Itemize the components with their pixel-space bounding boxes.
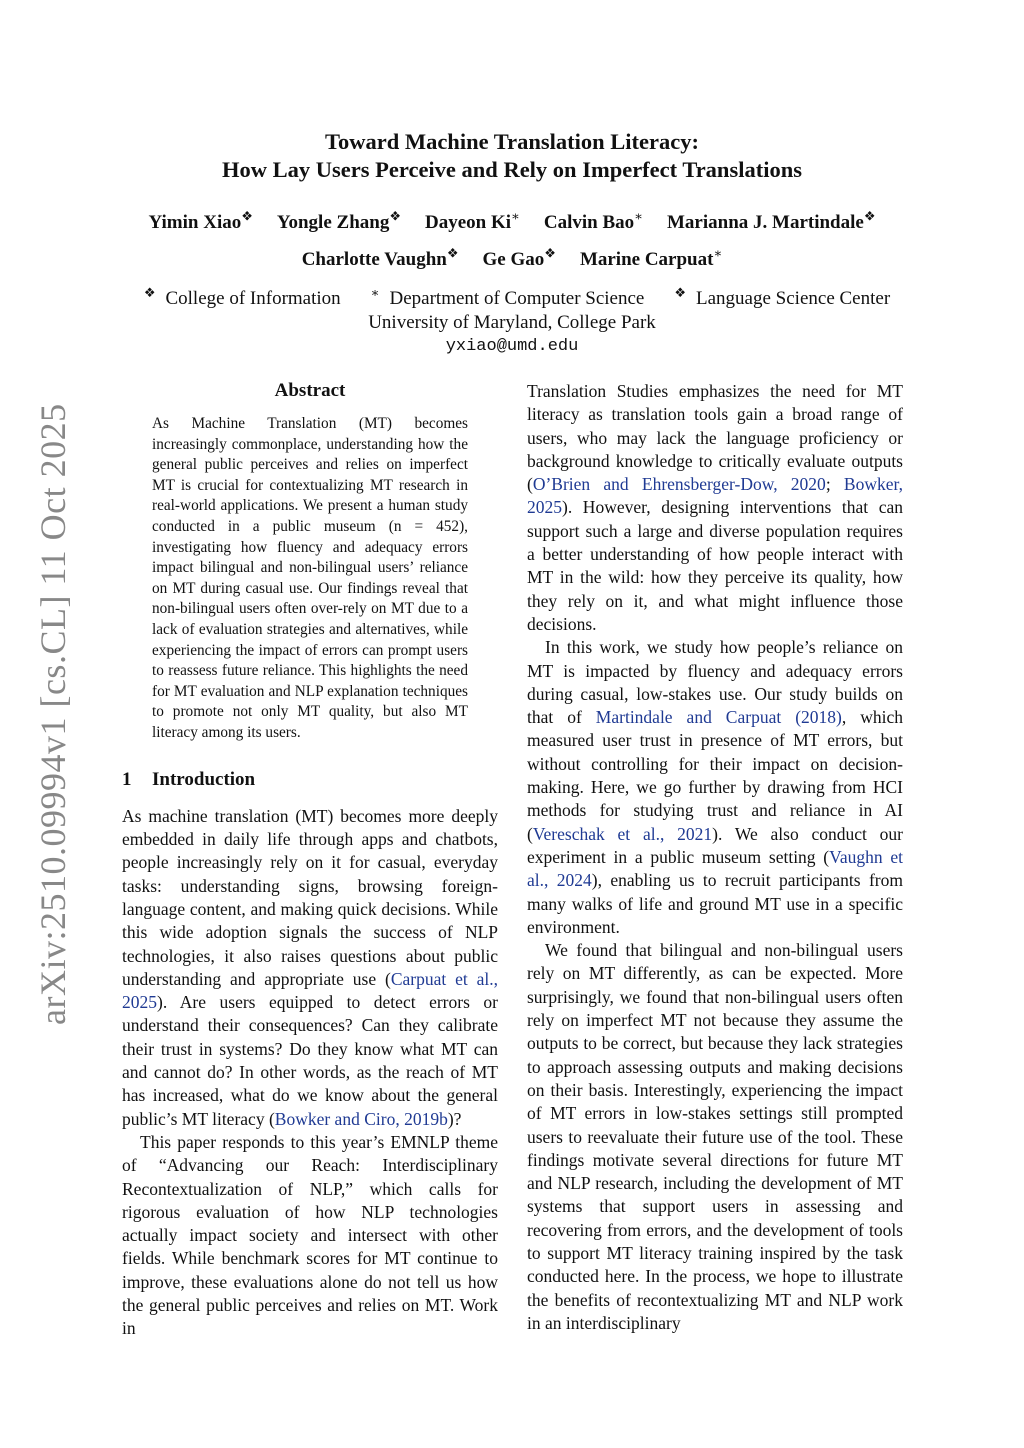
affiliation-mark: ❖ xyxy=(143,284,156,300)
arxiv-identifier: arXiv:2510.09994v1 [cs.CL] 11 Oct 2025 xyxy=(33,403,73,1025)
author-line-2 xyxy=(0,238,1024,274)
citation-link[interactable]: Carpuat et al., 2025 xyxy=(122,968,498,1013)
citation-link[interactable]: Bowker, 2025 xyxy=(527,474,903,518)
abstract-text: As Machine Translation (MT) becomes increasingly commonplace, understanding how the general public perceives and relies on imperfect MT is crucial for contextualizing MT research in real-world applications. We present a human study conducted in a public museum (n = 452), investigating how fluency and adequacy errors impact bilingual and non-bilingual users’ reliance on MT during casual use. Our findings reveal that non-bilingual users often over-rely on MT due to a lack of evaluation strategies and alternatives, while experiencing the impact of errors can prompt users to reassess future reliance. This highlights the need for MT evaluation and NLP explanation techniques to promote not only MT quality, but also MT literacy among its users. xyxy=(152,415,468,741)
citation-link[interactable]: O’Brien and Ehrensberger-Dow, 2020 xyxy=(532,474,826,495)
affiliation-name: ∗ Department of Computer Science xyxy=(370,284,645,309)
paper-title: Toward Machine Translation Literacy: How Lay Users Perceive and Rely on Imperfect Translations xyxy=(222,129,802,182)
affiliations xyxy=(0,281,1024,311)
intro-paragraph-1 xyxy=(122,805,498,1131)
affiliation-mark: ∗ xyxy=(511,209,520,224)
affiliation-mark: ❖ xyxy=(863,209,876,224)
intro-paragraph-2 xyxy=(122,1131,498,1341)
body-text: ), enabling us to recruit participants from many walks of life and ground MT use in a specific environment. xyxy=(527,870,903,937)
body-text: ). Are users equipped to detect errors or understand their consequences? Can they calibrate their trust in systems? Do they know what MT can and cannot do? In other words, as the reach of MT has increased, what do we know about the general public’s MT literacy ( xyxy=(122,992,498,1129)
section-title: Introduction xyxy=(152,768,256,790)
author-name: Marine Carpuat∗ xyxy=(579,245,723,270)
intro-paragraph-5 xyxy=(527,939,903,1335)
author-name: Yimin Xiao❖ xyxy=(148,209,253,234)
affiliation-mark: ∗ xyxy=(370,284,380,300)
author-name: Calvin Bao∗ xyxy=(543,209,643,234)
affiliation-name: ❖ College of Information xyxy=(143,284,341,309)
body-text: Translation Studies emphasizes the need for MT literacy as translation tools gain a broad range of users, who may lack the language proficiency or background knowledge to critically evaluate outputs ( xyxy=(527,381,903,495)
author-name: Ge Gao❖ xyxy=(482,245,556,270)
university: University of Maryland, College Park xyxy=(368,311,656,333)
affiliation-mark: ❖ xyxy=(241,209,253,224)
author-line-1 xyxy=(0,202,1024,238)
section-number: 1 xyxy=(122,768,132,790)
affiliation-mark: ∗ xyxy=(713,245,723,261)
citation-link[interactable]: Martindale and Carpuat (2018) xyxy=(595,707,842,728)
right-column xyxy=(527,380,903,1335)
citation-link[interactable]: Bowker and Ciro, 2019b xyxy=(274,1108,448,1129)
affiliation-mark: ❖ xyxy=(544,245,556,261)
intro-paragraph-3 xyxy=(527,380,903,636)
body-text: , which measured user trust in presence of MT errors, but without controlling for their impact on decision-making. Here, we go further by drawing from HCI methods for studying trust and reliance in AI ( xyxy=(527,707,903,844)
author-name: Marianna J. Martindale❖ xyxy=(666,209,876,234)
section-heading xyxy=(122,768,498,791)
author-name: Charlotte Vaughn❖ xyxy=(301,245,459,270)
abstract-heading: Abstract xyxy=(274,380,346,401)
citation-link[interactable]: Vereschak et al., 2021 xyxy=(532,823,713,844)
affiliation-mark: ∗ xyxy=(634,209,643,224)
contact-email[interactable]: yxiao@umd.edu xyxy=(445,336,579,356)
citation-link[interactable]: Vaughn et al., 2024 xyxy=(527,846,903,891)
author-list xyxy=(0,202,1024,275)
body-text: This paper responds to this year’s EMNLP theme of “Advancing our Reach: Interdisciplinary Recontextualization of NLP,” which calls for rigorous evaluation of how NLP technologies actually impact society and intersect with other fields. While benchmark scores for MT continue to improve, these evaluations alone do not tell us how the general public perceives and relies on MT. Work in xyxy=(122,1131,498,1339)
body-text: In this work, we study how people’s reliance on MT is impacted by fluency and adequacy errors during casual, low-stakes use. Our study builds on that of xyxy=(527,637,903,728)
body-text: )? xyxy=(447,1108,462,1129)
body-text: We found that bilingual and non-bilingual users rely on MT differently, as can be expected. More surprisingly, we found that non-bilingual users often rely on imperfect MT not because they assume the outputs to be correct, but because they lack strategies to approach assessing outputs and making decisions on their basis. Interestingly, experiencing the impact of MT errors in low-stakes settings still prompted users to reevaluate their future use of the tool. These findings motivate several directions for future MT and NLP research, including the development of MT systems that support users in assessing and recovering from errors, and the development of tools to support MT literacy training inspired by the task conducted here. In the process, we hope to illustrate the benefits of recontextualizing MT and NLP work in an interdisciplinary xyxy=(527,940,903,1333)
author-name: Dayeon Ki∗ xyxy=(424,209,520,234)
body-text: ). We also conduct our experiment in a public museum setting ( xyxy=(527,823,904,867)
intro-paragraph-4 xyxy=(527,636,903,939)
body-text: ). However, designing interventions that can support such a large and diverse population requires a better understanding of how people interact with MT in the wild: how they perceive its quality, how they rely on it, and what might influence those decisions. xyxy=(527,497,903,634)
author-name: Yongle Zhang❖ xyxy=(276,209,401,234)
body-text: ; xyxy=(825,474,844,495)
affiliation-mark: ❖ xyxy=(446,245,459,261)
left-column xyxy=(122,380,498,1341)
affiliation-name: ❖ Language Science Center xyxy=(674,284,891,309)
affiliation-mark: ❖ xyxy=(389,209,401,224)
affiliation-mark: ❖ xyxy=(674,284,687,300)
paper-header xyxy=(0,128,1024,359)
body-text: As machine translation (MT) becomes more deeply embedded in daily life through apps and chatbots, people increasingly rely on it for casual, everyday tasks: understanding signs, browsing foreign-language content, and making quick decisions. While this wide adoption signals the success of NLP technologies, it also raises questions about public understanding and appropriate use ( xyxy=(122,805,498,989)
